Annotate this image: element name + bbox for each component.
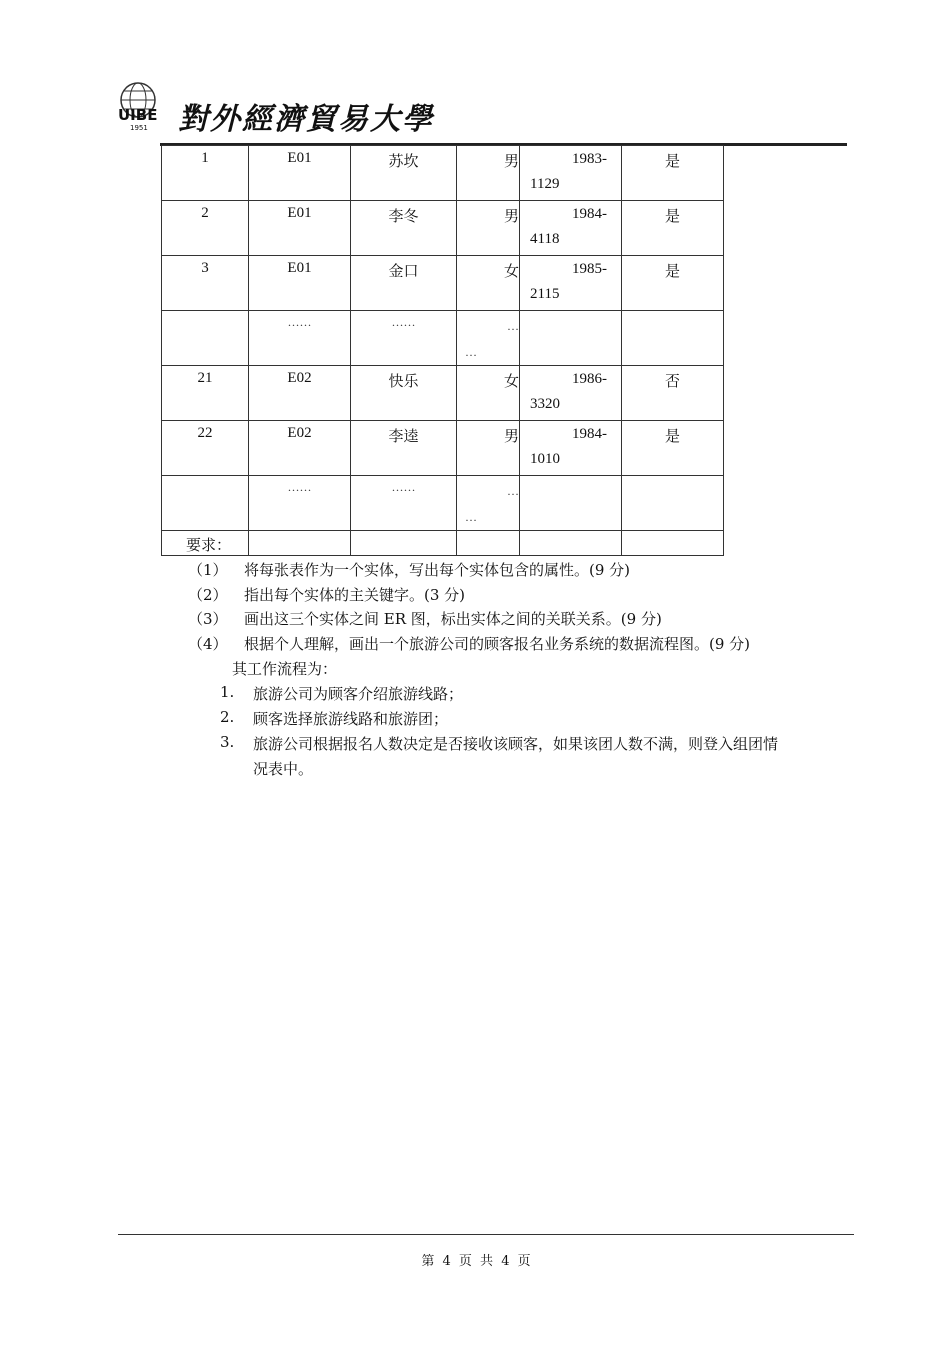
cell-flag [622,476,724,531]
cell-id [162,476,249,531]
cell-date [520,366,622,421]
date-part: 1984- [572,206,607,222]
table-row [162,421,724,476]
date-part-wrap: 1129 [530,176,560,192]
cell-name: 金口 [351,256,457,311]
table-row [162,476,724,531]
step-number: 1. [220,683,235,701]
cell-name: 李冬 [351,201,457,256]
cell-gender [457,256,520,311]
page-header [112,76,852,146]
cell-date [520,421,622,476]
step-text-continued: 况表中。 [253,760,314,778]
cell-name: …… [351,311,457,366]
requirement-text: 根据个人理解，画出一个旅游公司的顾客报名业务系统的数据流程图。(9 分) [244,635,751,653]
requirement-number: （3） [188,610,228,628]
gender-text: 男 [503,209,519,225]
cell-date [520,256,622,311]
date-part-wrap: 2115 [530,286,560,302]
empty-cell [249,531,351,556]
gender-ellipsis-wrap: … [465,345,477,359]
cell-flag: 是 [622,256,724,311]
cell-id [162,311,249,366]
cell-date [520,201,622,256]
cell-code: E02 [249,421,351,476]
cell-gender [457,476,520,531]
cell-gender [457,201,520,256]
requirement-text: 将每张表作为一个实体，写出每个实体包含的属性。(9 分) [244,561,631,579]
cell-date [520,311,622,366]
table-row-empty [162,531,724,556]
cell-flag: 是 [622,421,724,476]
table-row [162,311,724,366]
cell-id: 21 [162,366,249,421]
page-number: 第 4 页 共 4 页 [421,1254,531,1269]
cell-flag: 是 [622,146,724,201]
gender-text: 女 [503,374,519,390]
date-part: 1985- [572,261,607,277]
requirements-title: 要求： [186,536,232,554]
step-number: 2. [220,708,235,726]
university-logo [112,76,170,132]
requirement-text: 画出这三个实体之间 ER 图，标出实体之间的关联关系。(9 分) [244,610,662,628]
empty-cell [351,531,457,556]
step-number: 3. [220,733,235,751]
date-part: 1986- [572,371,607,387]
cell-name: 苏坎 [351,146,457,201]
table-row [162,366,724,421]
cell-gender [457,146,520,201]
cell-code: …… [249,311,351,366]
cell-date [520,146,622,201]
cell-name: 快乐 [351,366,457,421]
cell-id: 3 [162,256,249,311]
table-row [162,256,724,311]
university-name: 對外經濟貿易大學 [178,102,434,137]
footer-divider [118,1234,854,1235]
cell-flag: 是 [622,201,724,256]
empty-cell [457,531,520,556]
data-table [161,145,724,556]
cell-name: 李逵 [351,421,457,476]
logo-year: 1951 [130,124,148,132]
table-row [162,201,724,256]
cell-id: 22 [162,421,249,476]
cell-code: E02 [249,366,351,421]
cell-flag: 否 [622,366,724,421]
cell-gender [457,421,520,476]
gender-text: 男 [503,154,519,170]
step-text: 旅游公司根据报名人数决定是否接收该顾客，如果该团人数不满，则登入组团情 [253,735,779,753]
requirement-number: （2） [188,586,228,604]
cell-flag [622,311,724,366]
empty-cell [622,531,724,556]
date-part-wrap: 4118 [530,231,560,247]
gender-ellipsis-wrap: … [465,510,477,524]
cell-code: E01 [249,256,351,311]
step-text: 旅游公司为顾客介绍旅游线路； [253,685,464,703]
gender-ellipsis: … [507,319,519,333]
requirement-number: （4） [188,635,228,653]
cell-gender [457,311,520,366]
gender-text: 女 [503,264,519,280]
cell-date [520,476,622,531]
table-row [162,146,724,201]
cell-code: E01 [249,201,351,256]
cell-name: …… [351,476,457,531]
cell-id: 2 [162,201,249,256]
date-part-wrap: 1010 [530,451,560,467]
cell-gender [457,366,520,421]
empty-cell [520,531,622,556]
gender-ellipsis: … [507,484,519,498]
gender-text: 男 [503,429,519,445]
date-part-wrap: 3320 [530,396,560,412]
cell-code: E01 [249,146,351,201]
workflow-intro: 其工作流程为： [232,660,338,678]
requirement-number: （1） [188,561,228,579]
date-part: 1984- [572,426,607,442]
cell-code: …… [249,476,351,531]
requirement-text: 指出每个实体的主关键字。(3 分) [244,586,466,604]
cell-id: 1 [162,146,249,201]
step-text: 顾客选择旅游线路和旅游团； [253,710,449,728]
date-part: 1983- [572,151,607,167]
logo-text: UIBE [118,106,158,124]
